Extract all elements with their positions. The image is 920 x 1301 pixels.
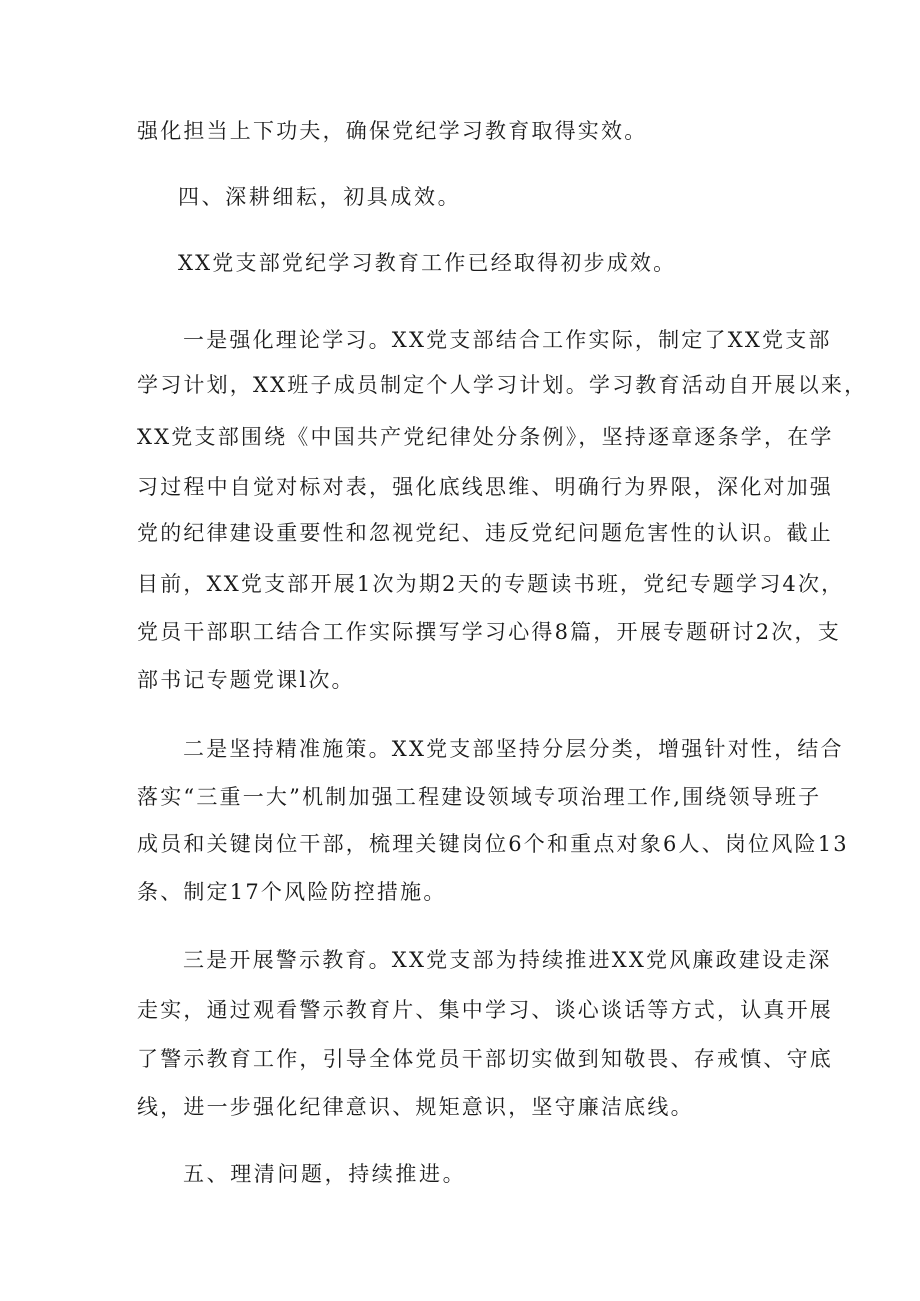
paragraph-line: 强化担当上下功夫，确保党纪学习教育取得实效。 [137,119,648,143]
paragraph-line: XX党支部党纪学习教育工作已经取得初步成效。 [178,251,677,275]
paragraph-line: 走实，通过观看警示教育片、集中学习、谈心谈话等方式，认真开展 [137,998,833,1022]
paragraph-line: 党的纪律建设重要性和忽视党纪、违反党纪问题危害性的认识。截止 [137,521,833,545]
paragraph-line: 条、制定17个风险防控措施。 [137,880,447,904]
paragraph-line: 一是强化理论学习。XX党支部结合工作实际，制定了XX党支部 [183,328,832,352]
paragraph-line: 落实“三重一大”机制加强工程建设领域专项治理工作,围绕领导班子 [137,785,822,809]
paragraph-line: 习过程中自觉对标对表，强化底线思维、明确行为界限，深化对加强 [137,475,833,499]
paragraph-line: 线，进一步强化纪律意识、规矩意识，坚守廉洁底线。 [137,1095,694,1119]
section-heading-five: 五、理清问题，持续推进。 [183,1162,467,1186]
paragraph-line: 成员和关键岗位干部，梳理关键岗位6个和重点对象6人、岗位风险13 [137,832,849,856]
paragraph-line: 部书记专题党课l次。 [137,668,355,692]
section-heading-four: 四、深耕细耘，初具成效。 [178,185,462,209]
paragraph-line: 三是开展警示教育。XX党支部为持续推进XX党风廉政建设走深 [183,948,832,972]
paragraph-line: 目前，XX党支部开展1次为期2天的专题读书班，党纪专题学习4次， [137,572,845,596]
paragraph-line: 学习计划，XX班子成员制定个人学习计划。学习教育活动自开展以来， [137,373,868,397]
paragraph-line: 党员干部职工结合工作实际撰写学习心得8篇，开展专题研讨2次，支 [137,620,841,644]
paragraph-line: 二是坚持精准施策。XX党支部坚持分层分类，增强针对性，结合 [183,737,844,761]
paragraph-line: 了警示教育工作，引导全体党员干部切实做到知敬畏、存戒慎、守底 [137,1047,833,1071]
paragraph-line: XX党支部围绕《中国共产党纪律处分条例》，坚持逐章逐条学，在学 [137,425,834,449]
